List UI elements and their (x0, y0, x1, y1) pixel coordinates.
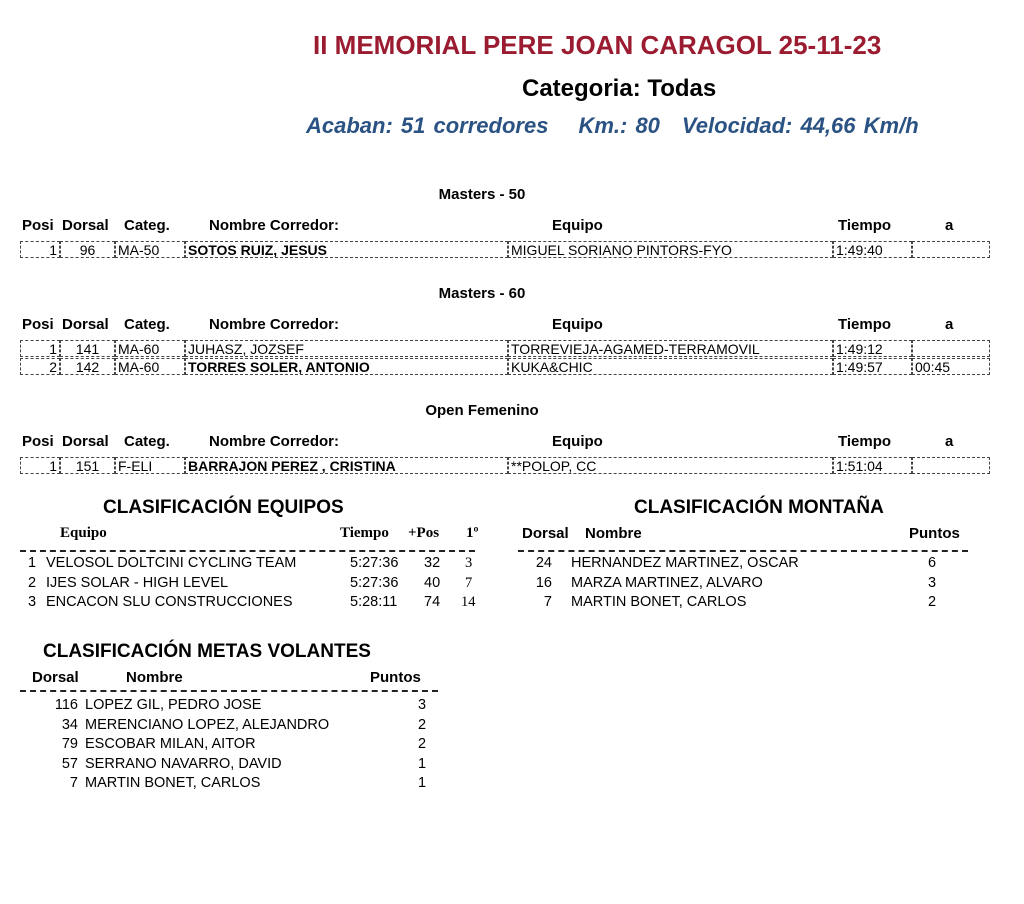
race-summary (306, 113, 919, 139)
section-title: Open Femenino (425, 402, 539, 419)
rider-name: ESCOBAR MILAN, AITOR (85, 736, 256, 752)
column-header: Nombre Corredor: (209, 217, 340, 234)
dorsal: 7 (543, 594, 552, 610)
column-header: Posi (22, 316, 54, 333)
points: 3 (418, 697, 427, 713)
column-header: Categ. (124, 217, 170, 234)
finishers-count: Acaban: 51 corredores (306, 113, 549, 138)
column-header: Tiempo (838, 433, 892, 450)
column-header: Dorsal (62, 316, 109, 333)
column-header: Tiempo (340, 525, 389, 541)
rider-name: SERRANO NAVARRO, DAVID (85, 755, 282, 772)
divider (20, 550, 475, 552)
section-title: Masters - 50 (438, 186, 526, 203)
divider (518, 550, 968, 552)
column-header: a (945, 316, 954, 333)
cell-position: 1 (20, 340, 60, 357)
points: 2 (418, 716, 427, 733)
column-header: Equipo (60, 525, 107, 541)
mountain-title: CLASIFICACIÓN MONTAÑA (634, 497, 884, 518)
points: 6 (928, 555, 937, 571)
dorsal: 34 (61, 716, 78, 733)
team-pos: 74 (424, 594, 441, 610)
rider-name: MERENCIANO LOPEZ, ALEJANDRO (85, 716, 330, 733)
column-header: Posi (22, 217, 54, 234)
cell-time: 1:49:57 (833, 358, 912, 375)
cell-dorsal: 151 (60, 457, 115, 474)
dorsal: 24 (535, 555, 552, 571)
dorsal: 79 (61, 736, 78, 752)
cell-time: 1:51:04 (833, 457, 912, 474)
distance: Km.: 80 (578, 113, 660, 138)
sprints-title: CLASIFICACIÓN METAS VOLANTES (43, 641, 371, 662)
column-header: Puntos (909, 525, 960, 542)
cell-gap (912, 457, 990, 474)
teams-title: CLASIFICACIÓN EQUIPOS (103, 497, 344, 518)
cell-team: KUKA&CHIC (508, 358, 833, 375)
column-header: Nombre Corredor: (209, 316, 340, 333)
team-name: IJES SOLAR - HIGH LEVEL (46, 574, 229, 591)
cell-team: **POLOP, CC (508, 457, 833, 474)
team-rank: 1 (28, 555, 37, 571)
cell-category: MA-60 (115, 340, 185, 357)
divider (20, 690, 438, 692)
cell-position: 1 (20, 457, 60, 474)
dorsal: 57 (61, 755, 78, 772)
points: 3 (928, 574, 937, 591)
column-header: Dorsal (32, 669, 79, 686)
column-header: a (945, 217, 954, 234)
column-header: 1º (466, 525, 479, 541)
cell-rider-name: JUHASZ, JOZSEF (185, 340, 508, 357)
column-header: Dorsal (62, 217, 109, 234)
cell-rider-name: BARRAJON PEREZ , CRISTINA (185, 457, 508, 474)
team-pos: 32 (424, 555, 441, 571)
points: 2 (928, 594, 937, 610)
cell-position: 1 (20, 241, 60, 258)
rider-name: LOPEZ GIL, PEDRO JOSE (85, 697, 262, 713)
team-pos: 40 (424, 574, 441, 591)
column-header: Categ. (124, 316, 170, 333)
column-header: Nombre (585, 525, 642, 542)
rider-name: MARTIN BONET, CARLOS (85, 775, 261, 791)
dorsal: 7 (69, 775, 78, 791)
cell-category: F-ELI (115, 457, 185, 474)
result-row (20, 358, 990, 375)
points: 1 (418, 755, 427, 772)
cell-dorsal: 142 (60, 358, 115, 375)
column-header: Equipo (552, 217, 603, 234)
team-time: 5:27:36 (350, 555, 399, 571)
team-rank: 3 (28, 594, 37, 610)
section-title: Masters - 60 (438, 285, 526, 302)
category-label: Categoria: Todas (522, 75, 717, 102)
dorsal: 16 (535, 574, 552, 591)
cell-team: TORREVIEJA-AGAMED-TERRAMOVIL (508, 340, 833, 357)
column-header: Categ. (124, 433, 170, 450)
team-first: 3 (465, 555, 473, 571)
cell-position: 2 (20, 358, 60, 375)
average-speed: Velocidad: 44,66 Km/h (681, 113, 919, 138)
cell-time: 1:49:40 (833, 241, 912, 258)
cell-time: 1:49:12 (833, 340, 912, 357)
column-header: Nombre (126, 669, 183, 686)
dorsal: 116 (54, 697, 78, 713)
team-first: 7 (465, 574, 473, 591)
team-first: 14 (461, 594, 476, 610)
cell-gap (912, 340, 990, 357)
result-row (20, 241, 990, 258)
cell-gap (912, 241, 990, 258)
column-header: Posi (22, 433, 54, 450)
cell-dorsal: 96 (60, 241, 115, 258)
rider-name: MARTIN BONET, CARLOS (571, 594, 747, 610)
result-row (20, 457, 990, 474)
team-rank: 2 (28, 574, 37, 591)
cell-team: MIGUEL SORIANO PINTORS-FYO (508, 241, 833, 258)
team-time: 5:28:11 (350, 594, 398, 610)
column-header: Nombre Corredor: (209, 433, 340, 450)
team-time: 5:27:36 (350, 574, 399, 591)
cell-category: MA-60 (115, 358, 185, 375)
column-header: Equipo (552, 433, 603, 450)
column-header: Equipo (552, 316, 603, 333)
cell-rider-name: TORRES SOLER, ANTONIO (185, 358, 508, 375)
rider-name: HERNANDEZ MARTINEZ, OSCAR (571, 555, 799, 571)
column-header: Tiempo (838, 316, 892, 333)
column-header: Dorsal (522, 525, 569, 542)
cell-rider-name: SOTOS RUIZ, JESUS (185, 241, 508, 258)
event-title: II MEMORIAL PERE JOAN CARAGOL 25-11-23 (313, 30, 882, 60)
column-header: Tiempo (838, 217, 892, 234)
team-name: VELOSOL DOLTCINI CYCLING TEAM (46, 555, 297, 571)
team-name: ENCACON SLU CONSTRUCCIONES (46, 594, 293, 610)
cell-dorsal: 141 (60, 340, 115, 357)
cell-gap: 00:45 (912, 358, 990, 375)
points: 1 (418, 775, 427, 791)
points: 2 (418, 736, 427, 752)
column-header: a (945, 433, 954, 450)
column-header: +Pos (408, 525, 440, 541)
result-row (20, 340, 990, 357)
cell-category: MA-50 (115, 241, 185, 258)
rider-name: MARZA MARTINEZ, ALVARO (571, 574, 763, 591)
column-header: Puntos (370, 669, 421, 686)
column-header: Dorsal (62, 433, 109, 450)
